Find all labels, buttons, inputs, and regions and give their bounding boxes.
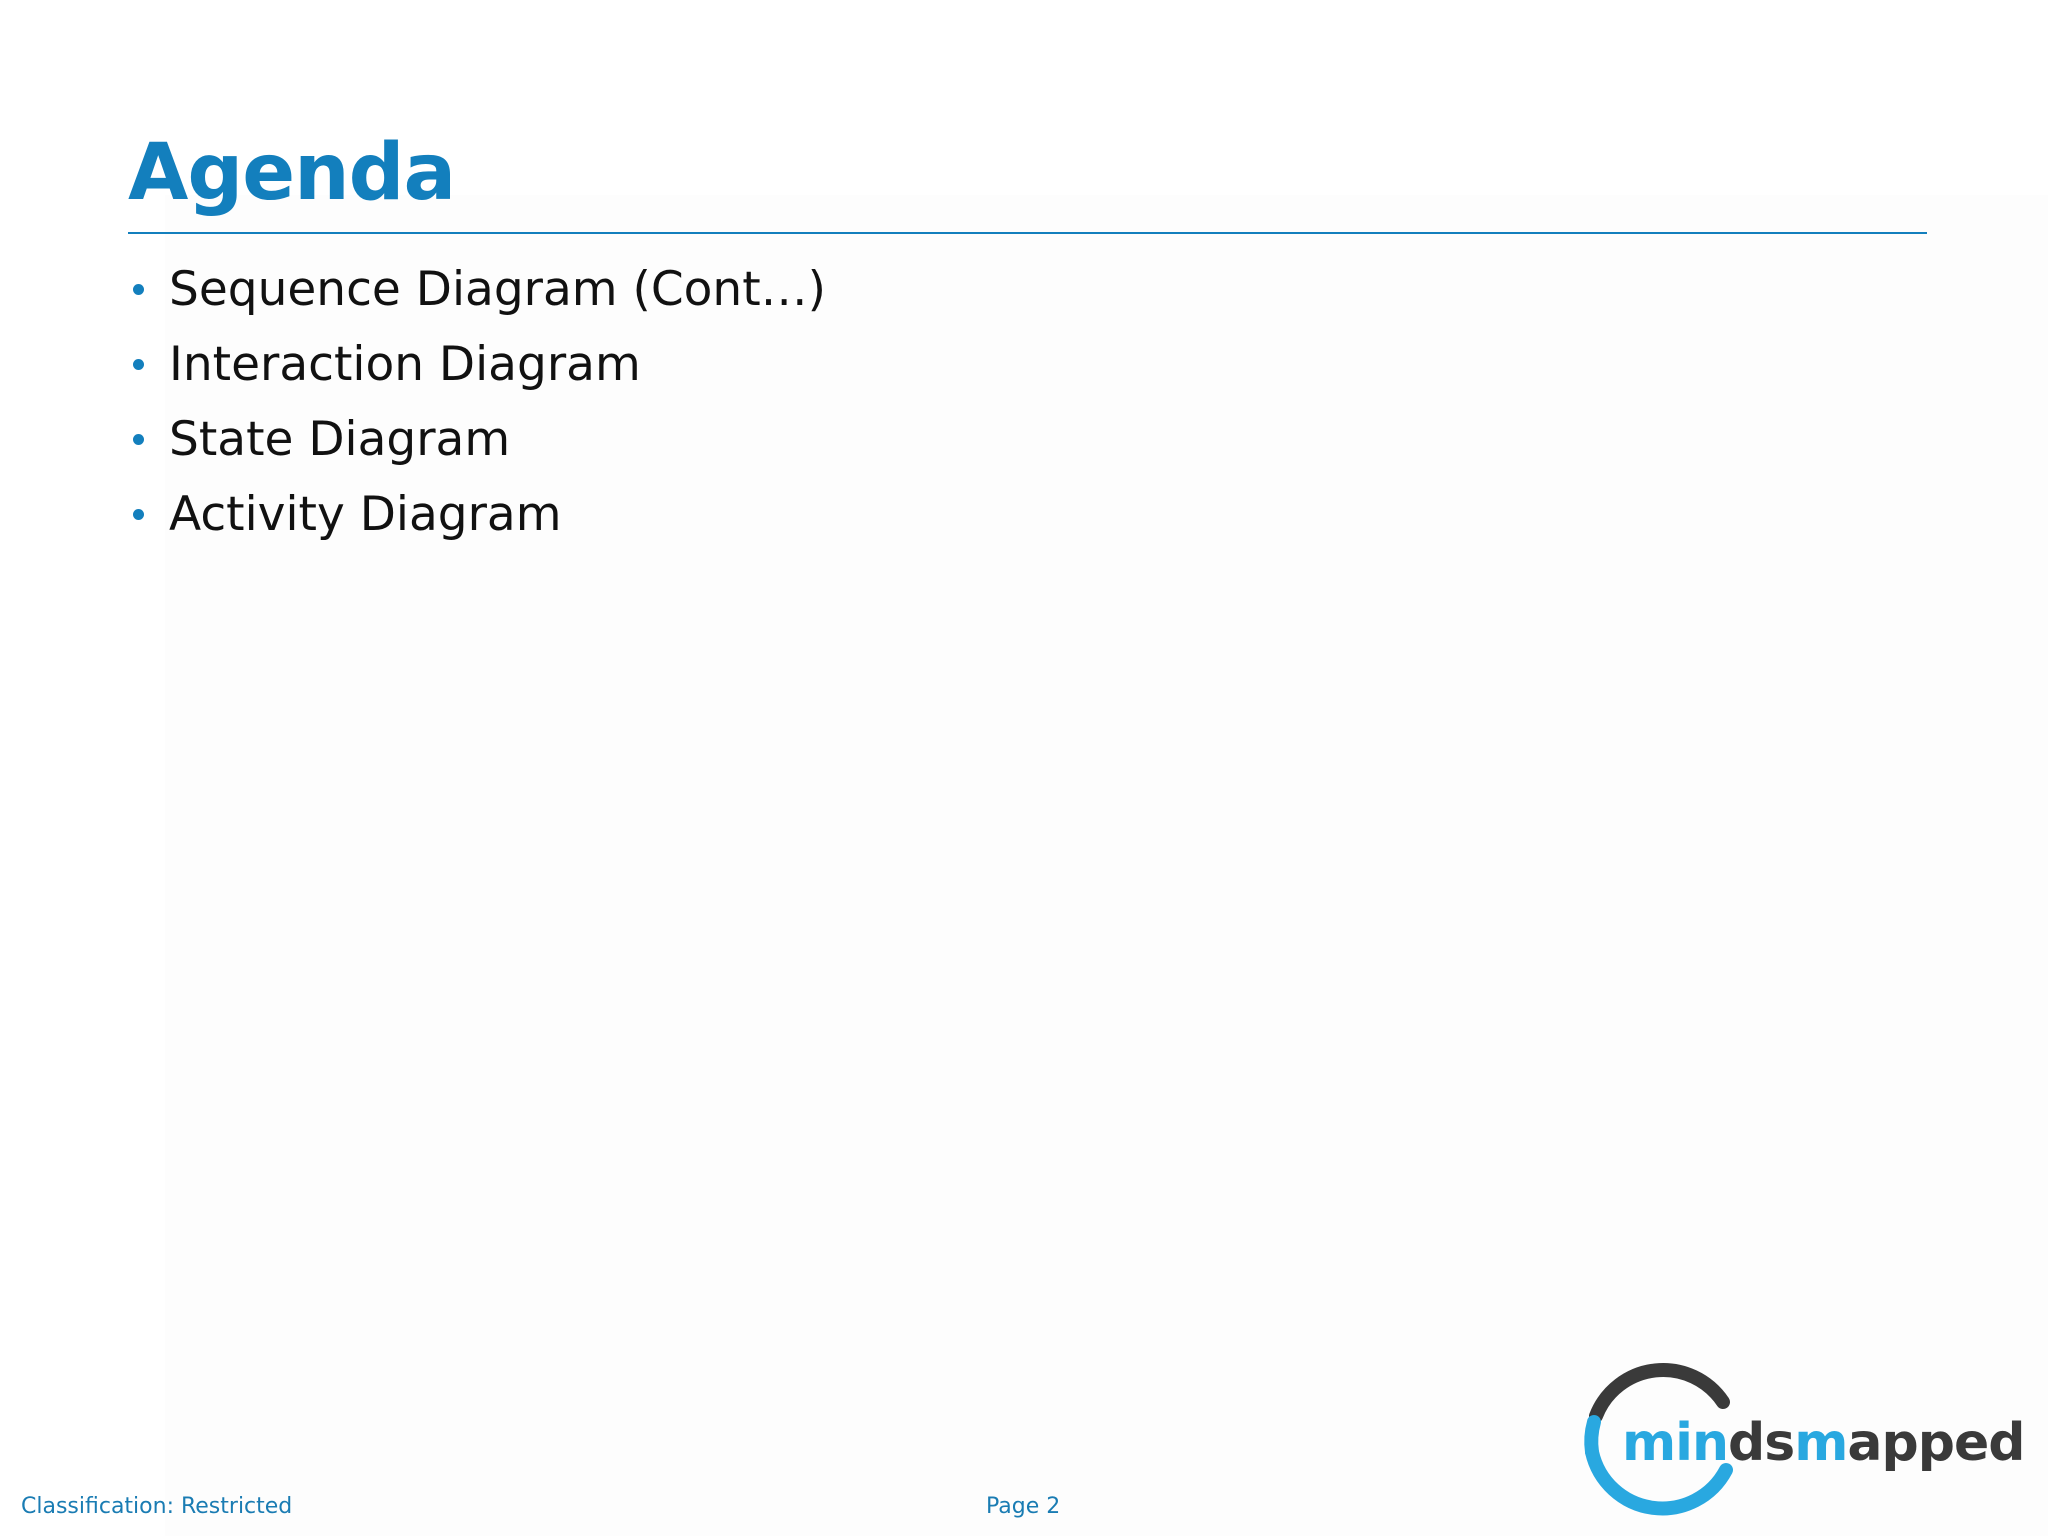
list-item-label: State Diagram <box>169 412 511 467</box>
list-item-label: Interaction Diagram <box>169 337 641 392</box>
list-item <box>128 327 826 402</box>
page-number: Page 2 <box>986 1494 1061 1519</box>
bullet-icon <box>133 434 144 445</box>
mindsmapped-logo-icon <box>1578 1360 2028 1516</box>
svg-text:mindsmapped: mindsmapped <box>1622 1413 2025 1473</box>
bullet-icon <box>133 509 144 520</box>
slide-title: Agenda <box>128 128 456 218</box>
list-item <box>128 252 826 327</box>
title-divider <box>128 232 1927 234</box>
list-item <box>128 477 826 552</box>
list-item-label: Activity Diagram <box>169 487 562 542</box>
classification-label: Classification: Restricted <box>21 1494 293 1519</box>
list-item <box>128 402 826 477</box>
bullet-icon <box>133 284 144 295</box>
bullet-icon <box>133 359 144 370</box>
list-item-label: Sequence Diagram (Cont…) <box>169 262 826 317</box>
agenda-list <box>128 252 826 552</box>
